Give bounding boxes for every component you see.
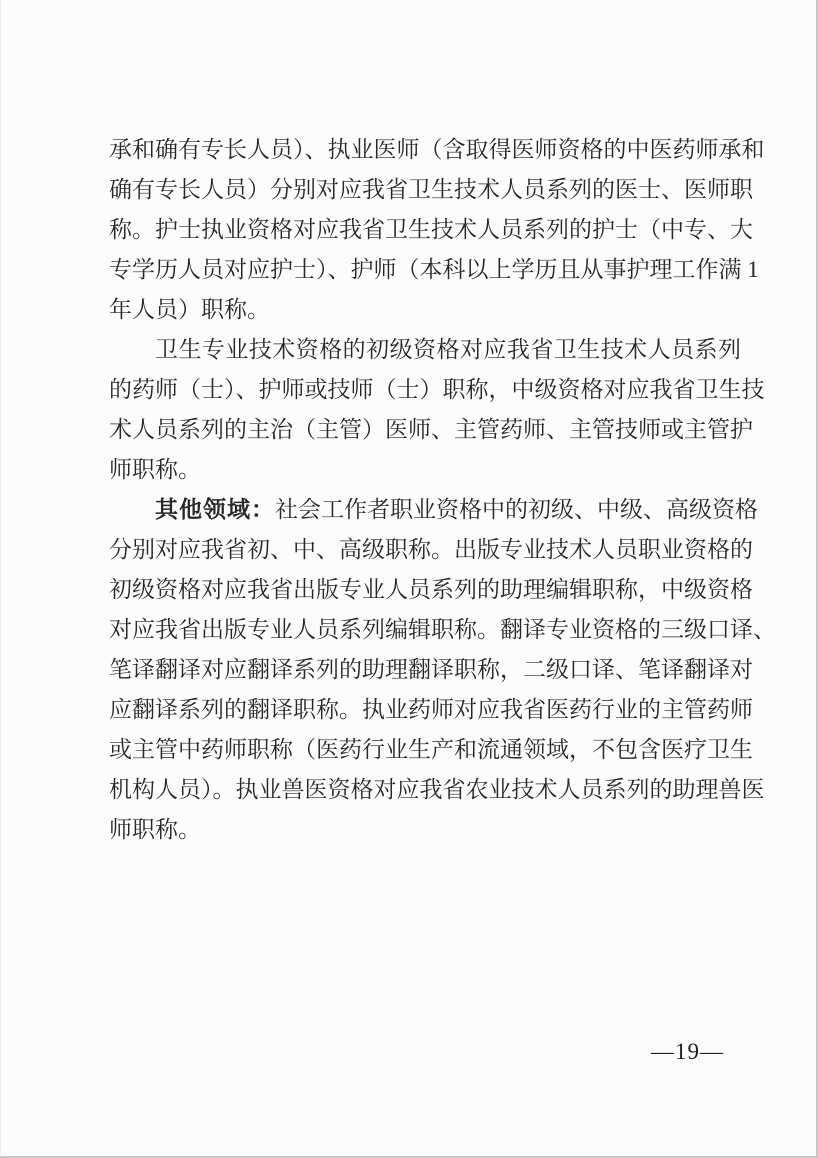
text-line-continuation: 社会工作者职业资格中的初级、中级、高级资格 [275,497,758,522]
text-line [109,490,758,530]
body-text [109,130,776,850]
text-line: 专学历人员对应护士）、护师（本科以上学历且从事护理工作满 1 [109,257,759,282]
page-number: —19— [651,1039,724,1064]
text-line: 机构人员）。执业兽医资格对应我省农业技术人员系列的助理兽医 [109,777,765,802]
text-line: 确有专长人员）分别对应我省卫生技术人员系列的医士、医师职 [109,177,753,202]
paragraph-lead-bold: 其他领域： [155,497,275,522]
text-line: 应翻译系列的翻译职称。执业药师对应我省医药行业的主管药师 [109,697,753,722]
text-line: 对应我省出版专业人员系列编辑职称。翻译专业资格的三级口译、 [109,617,776,642]
text-line: 师职称。 [109,817,201,842]
text-line: 卫生专业技术资格的初级资格对应我省卫生技术人员系列 [155,337,741,362]
text-line: 笔译翻译对应翻译系列的助理翻译职称，二级口译、笔译翻译对 [109,657,753,682]
text-line: 或主管中药师职称（医药行业生产和流通领域，不包含医疗卫生 [109,737,753,762]
text-line: 术人员系列的主治（主管）医师、主管药师、主管技师或主管护 [109,417,753,442]
text-line: 初级资格对应我省出版专业人员系列的助理编辑职称，中级资格 [109,577,753,602]
text-line: 的药师（士）、护师或技师（士）职称，中级资格对应我省卫生技 [109,377,765,402]
text-line: 师职称。 [109,457,201,482]
text-line: 承和确有专长人员）、执业医师（含取得医师资格的中医药师承和 [109,137,765,162]
text-line: 分别对应我省初、中、高级职称。出版专业技术人员职业资格的 [109,537,753,562]
text-line: 称。护士执业资格对应我省卫生技术人员系列的护士（中专、大 [109,217,753,242]
text-line: 年人员）职称。 [109,297,270,322]
